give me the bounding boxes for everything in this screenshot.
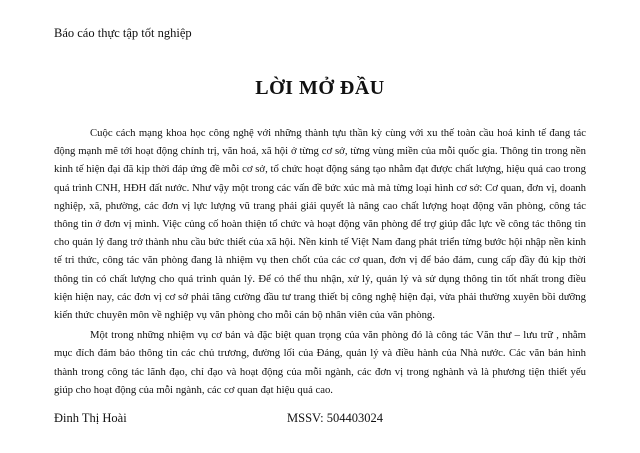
paragraph-2: Một trong những nhiệm vụ cơ bản và đặc biệt quan trọng của văn phòng đó là công tác Văn thư – lưu trữ , nhằm mục đích đảm bảo thông tin các chủ trương, đường lối của Đảng, quản lý và điều hành của Nhà nước. Các văn bản hình thành trong công tác lãnh đạo, chỉ đạo và hoạt động của mỗi ngành, các đơn vị trong nghành và là phương tiện thiết yếu giúp cho hoạt động của mỗi ngành, các cơ quan đạt hiệu quả cao. <box>54 329 586 396</box>
paragraph-1: Cuộc cách mạng khoa học công nghệ với những thành tựu thần kỳ cùng với xu thế toàn cầu hoá kinh tế đang tác động mạnh mẽ tới hoạt động chính trị, văn hoá, xã hội ở từng cơ sở, từng vùng miền của mỗi quốc gia. Thông tin trong nền kinh tế hiện đại đã kịp thời đáp ứng đề mỗi cơ sở, tổ chức hoạt động sáng tạo nhằm đạt được chất lượng, hiệu quả cao trong quá trình CNH, HĐH đất nước. Như vậy một trong các vấn đề bức xúc mà mà từng loại hình cơ sở: Cơ quan, đơn vị, doanh nghiệp, xã, phường, các đơn vị lực lượng vũ trang phải giải quyết là nâng cao chất lượng hoạt động văn phòng, công tác thông tin ở đơn vị mình. Việc củng cố hoàn thiện tổ chức và hoạt động văn phòng để trợ giúp đắc lực về công tác thông tin cho quản lý đang trở thành nhu cầu bức thiết của xã hội. Nền kinh tế Việt Nam đang phát triển từng bước hội nhập nền kinh tế tri thức, công tác văn phòng đang là nhiệm vụ then chốt của các cơ quan, đơn vị để bảo đảm, cung cấp đầy đủ kịp thời thông tin có chất lượng cho quá trình quản lý. Để có thể thu nhận, xử lý, quản lý và sử dụng thông tin tốt nhất trong điều kiện hiện nay, các đơn vị cơ sở phải tăng cường đầu tư trang thiết bị công nghệ hiện đại, vừa phải thường xuyên bồi dưỡng kiến thức chuyên môn về nghiệp vụ văn phòng cho mỗi cán bộ nhân viên của văn phòng. <box>54 127 586 322</box>
page-title: LỜI MỞ ĐẦU <box>255 77 385 99</box>
body-text <box>54 124 586 399</box>
footer-author: Đinh Thị Hoài <box>54 411 127 425</box>
running-header: Báo cáo thực tập tốt nghiệp <box>54 26 192 40</box>
footer-student-id: MSSV: 504403024 <box>287 411 383 425</box>
